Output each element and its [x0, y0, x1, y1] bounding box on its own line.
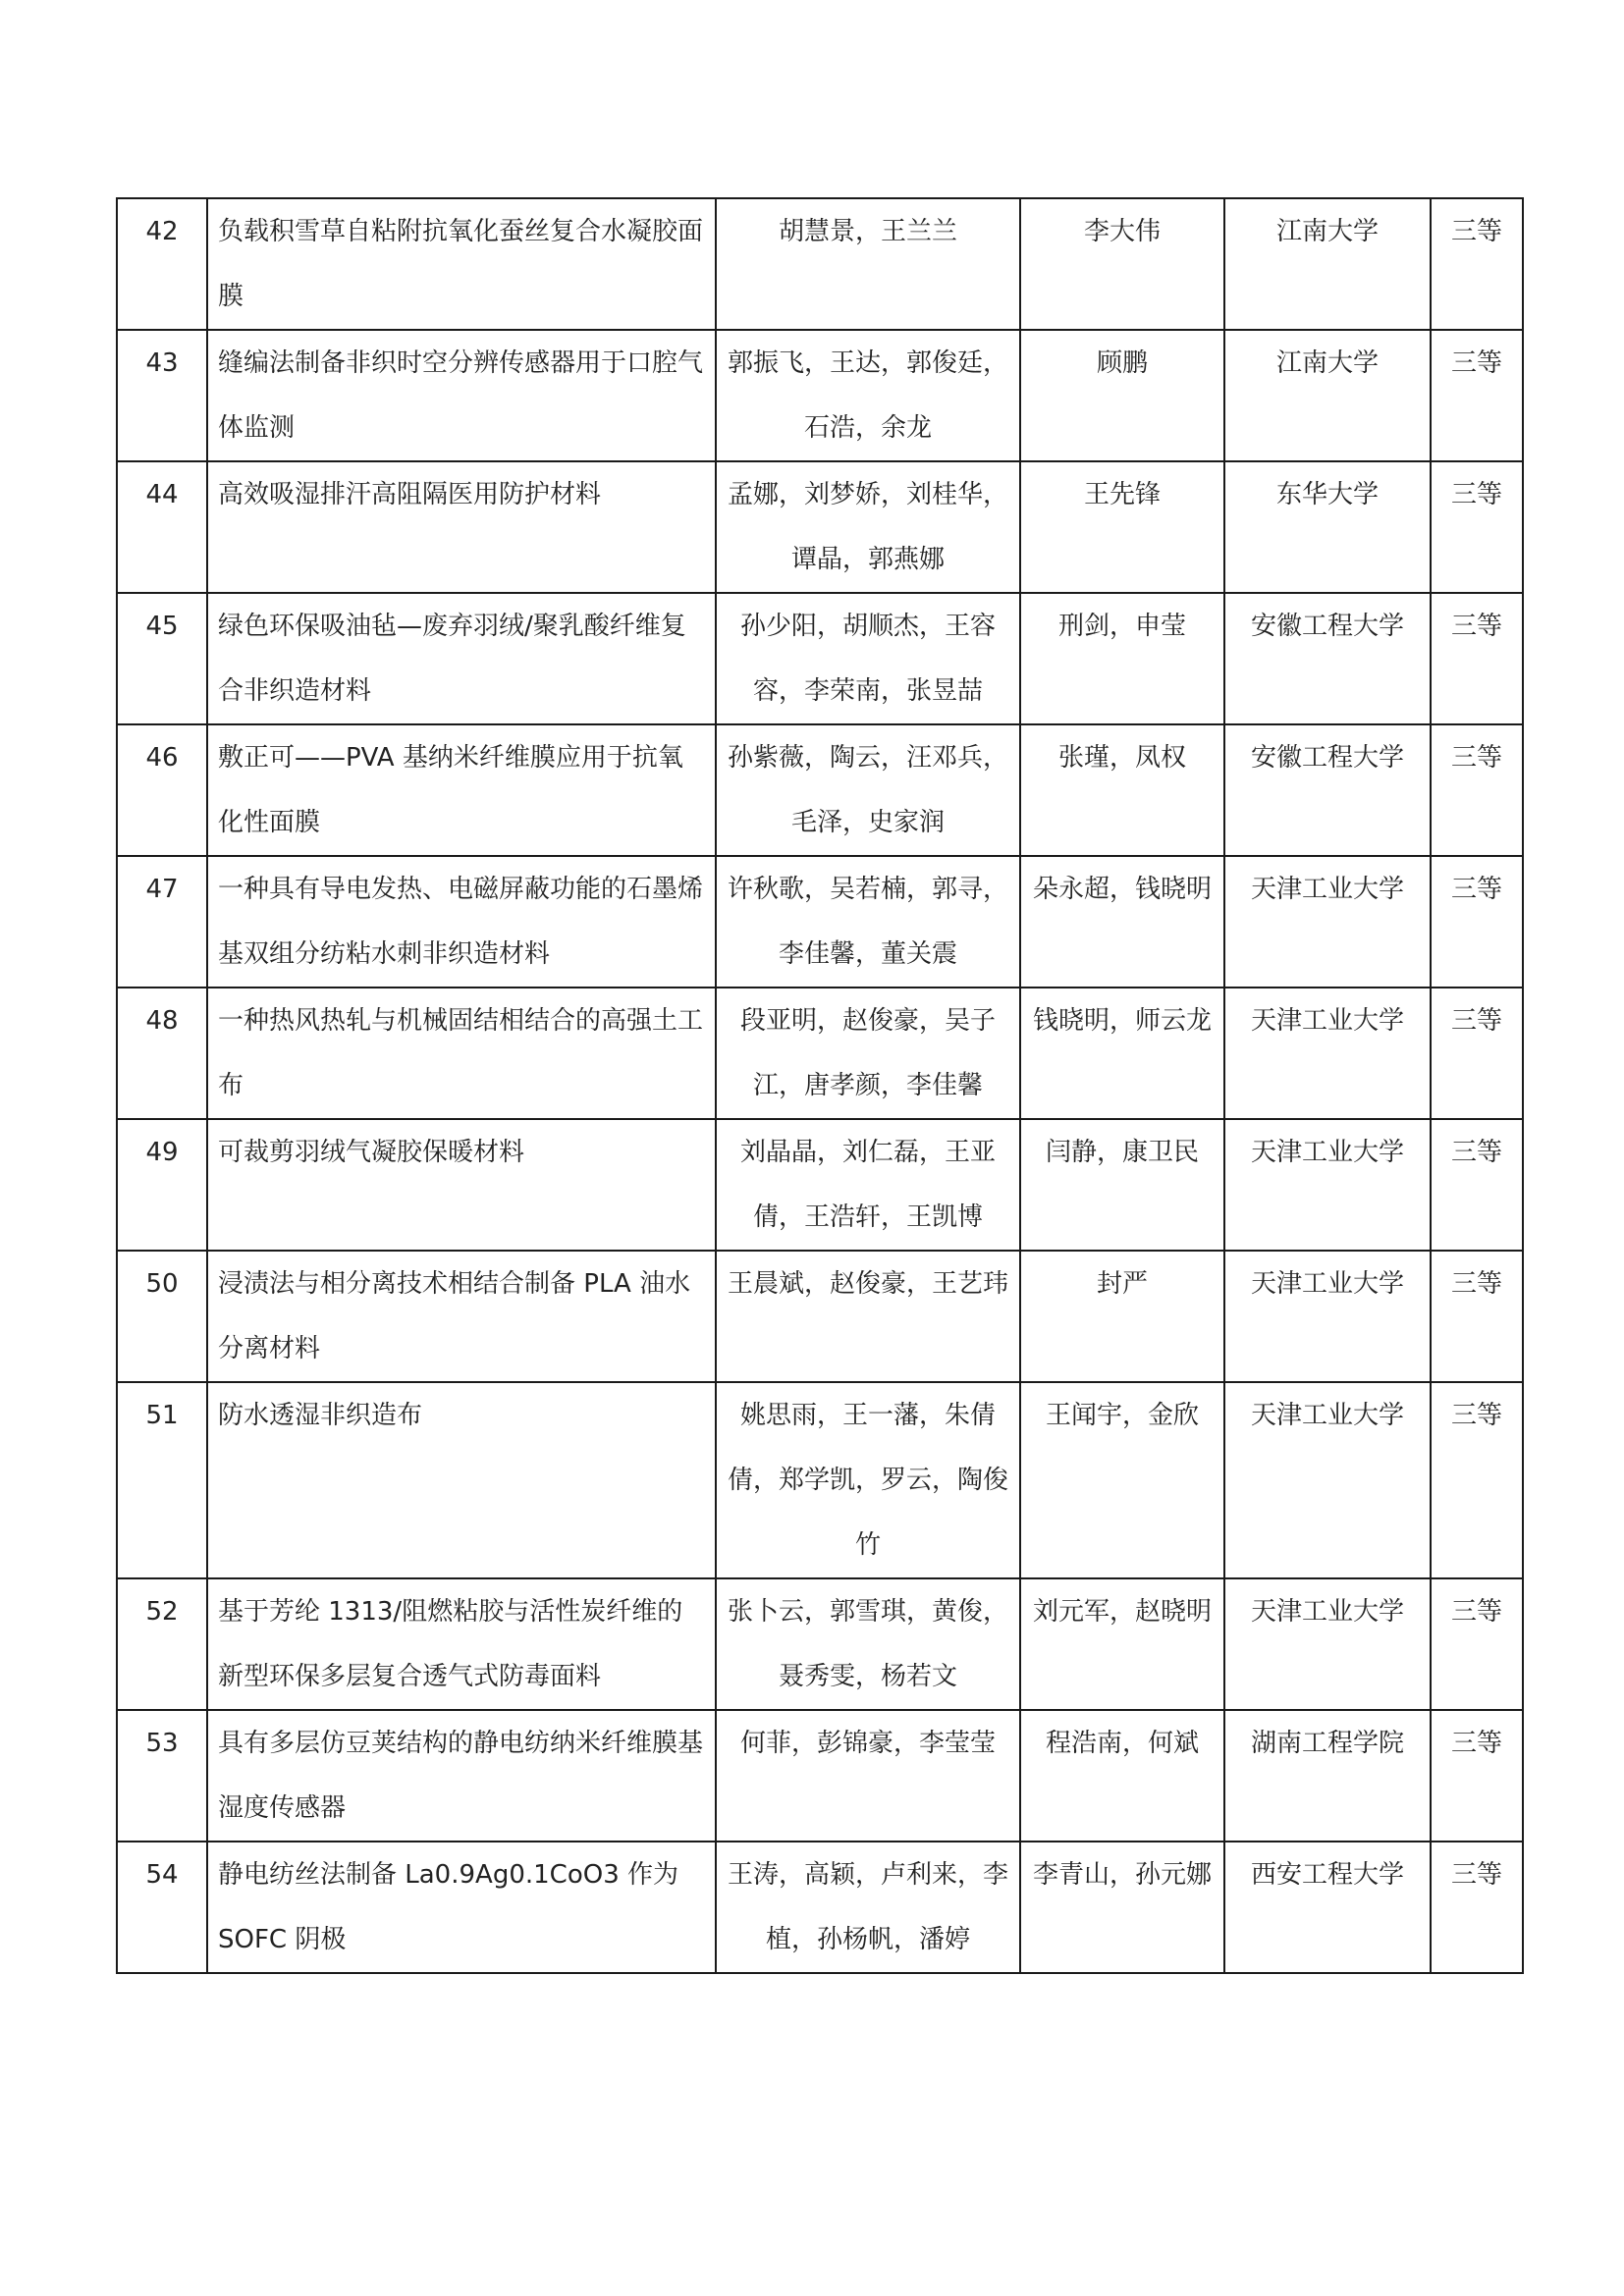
school: 天津工业大学 — [1224, 856, 1431, 988]
advisor: 张瑾，凤权 — [1020, 724, 1224, 856]
advisor: 李青山，孙元娜 — [1020, 1842, 1224, 1973]
row-number: 46 — [117, 724, 207, 856]
school: 东华大学 — [1224, 461, 1431, 593]
table-row — [117, 1842, 1523, 1973]
prize-level: 三等 — [1431, 724, 1523, 856]
project-title: 高效吸湿排汗高阻隔医用防护材料 — [207, 461, 716, 593]
prize-level: 三等 — [1431, 1842, 1523, 1973]
table-row — [117, 988, 1523, 1119]
team-members: 胡慧景，王兰兰 — [716, 198, 1020, 330]
project-title: 浸渍法与相分离技术相结合制备 PLA 油水分离材料 — [207, 1251, 716, 1382]
row-number: 48 — [117, 988, 207, 1119]
team-members: 张卜云，郭雪琪，黄俊，聂秀雯，杨若文 — [716, 1578, 1020, 1710]
school: 安徽工程大学 — [1224, 593, 1431, 724]
table-row — [117, 1382, 1523, 1578]
table-row — [117, 330, 1523, 461]
team-members: 姚思雨，王一藩，朱倩倩，郑学凯，罗云，陶俊竹 — [716, 1382, 1020, 1578]
team-members: 孟娜，刘梦娇，刘桂华，谭晶，郭燕娜 — [716, 461, 1020, 593]
project-title: 一种热风热轧与机械固结相结合的高强土工布 — [207, 988, 716, 1119]
advisor: 顾鹏 — [1020, 330, 1224, 461]
team-members: 段亚明，赵俊豪，吴子江，唐孝颜，李佳馨 — [716, 988, 1020, 1119]
project-title: 绿色环保吸油毡—废弃羽绒/聚乳酸纤维复合非织造材料 — [207, 593, 716, 724]
team-members: 许秋歌，吴若楠，郭寻，李佳馨，董关震 — [716, 856, 1020, 988]
prize-level: 三等 — [1431, 1578, 1523, 1710]
team-members: 王晨斌，赵俊豪，王艺玮 — [716, 1251, 1020, 1382]
school: 安徽工程大学 — [1224, 724, 1431, 856]
awards-table — [116, 197, 1524, 1974]
table-row — [117, 1578, 1523, 1710]
advisor: 王闻宇，金欣 — [1020, 1382, 1224, 1578]
prize-level: 三等 — [1431, 856, 1523, 988]
project-title: 一种具有导电发热、电磁屏蔽功能的石墨烯基双组分纺粘水刺非织造材料 — [207, 856, 716, 988]
team-members: 何菲，彭锦豪，李莹莹 — [716, 1710, 1020, 1842]
table-row — [117, 1119, 1523, 1251]
row-number: 44 — [117, 461, 207, 593]
advisor: 钱晓明，师云龙 — [1020, 988, 1224, 1119]
prize-level: 三等 — [1431, 461, 1523, 593]
project-title: 基于芳纶 1313/阻燃粘胶与活性炭纤维的新型环保多层复合透气式防毒面料 — [207, 1578, 716, 1710]
table-row — [117, 198, 1523, 330]
school: 湖南工程学院 — [1224, 1710, 1431, 1842]
project-title: 具有多层仿豆荚结构的静电纺纳米纤维膜基湿度传感器 — [207, 1710, 716, 1842]
advisor: 刑剑，申莹 — [1020, 593, 1224, 724]
table-row — [117, 724, 1523, 856]
project-title: 负载积雪草自粘附抗氧化蚕丝复合水凝胶面膜 — [207, 198, 716, 330]
school: 天津工业大学 — [1224, 1578, 1431, 1710]
prize-level: 三等 — [1431, 1710, 1523, 1842]
row-number: 43 — [117, 330, 207, 461]
project-title: 可裁剪羽绒气凝胶保暖材料 — [207, 1119, 716, 1251]
row-number: 42 — [117, 198, 207, 330]
school: 天津工业大学 — [1224, 1251, 1431, 1382]
advisor: 李大伟 — [1020, 198, 1224, 330]
table-row — [117, 593, 1523, 724]
school: 天津工业大学 — [1224, 1119, 1431, 1251]
row-number: 47 — [117, 856, 207, 988]
advisor: 闫静，康卫民 — [1020, 1119, 1224, 1251]
table-row — [117, 461, 1523, 593]
table-row — [117, 1251, 1523, 1382]
table-row — [117, 1710, 1523, 1842]
project-title: 缝编法制备非织时空分辨传感器用于口腔气体监测 — [207, 330, 716, 461]
row-number: 52 — [117, 1578, 207, 1710]
row-number: 49 — [117, 1119, 207, 1251]
prize-level: 三等 — [1431, 198, 1523, 330]
row-number: 53 — [117, 1710, 207, 1842]
school: 江南大学 — [1224, 198, 1431, 330]
school: 天津工业大学 — [1224, 988, 1431, 1119]
school: 西安工程大学 — [1224, 1842, 1431, 1973]
team-members: 郭振飞，王达，郭俊廷，石浩，余龙 — [716, 330, 1020, 461]
row-number: 54 — [117, 1842, 207, 1973]
advisor: 王先锋 — [1020, 461, 1224, 593]
table-row — [117, 856, 1523, 988]
school: 江南大学 — [1224, 330, 1431, 461]
prize-level: 三等 — [1431, 330, 1523, 461]
project-title: 敷正可——PVA 基纳米纤维膜应用于抗氧化性面膜 — [207, 724, 716, 856]
project-title: 静电纺丝法制备 La0.9Ag0.1CoO3 作为 SOFC 阴极 — [207, 1842, 716, 1973]
project-title: 防水透湿非织造布 — [207, 1382, 716, 1578]
advisor: 程浩南，何斌 — [1020, 1710, 1224, 1842]
row-number: 51 — [117, 1382, 207, 1578]
document-page — [116, 197, 1524, 1974]
school: 天津工业大学 — [1224, 1382, 1431, 1578]
advisor: 朵永超，钱晓明 — [1020, 856, 1224, 988]
team-members: 刘晶晶，刘仁磊，王亚倩，王浩轩，王凯博 — [716, 1119, 1020, 1251]
row-number: 45 — [117, 593, 207, 724]
team-members: 孙少阳，胡顺杰，王容容，李荣南，张昱喆 — [716, 593, 1020, 724]
advisor: 封严 — [1020, 1251, 1224, 1382]
prize-level: 三等 — [1431, 1119, 1523, 1251]
row-number: 50 — [117, 1251, 207, 1382]
prize-level: 三等 — [1431, 988, 1523, 1119]
advisor: 刘元军，赵晓明 — [1020, 1578, 1224, 1710]
prize-level: 三等 — [1431, 1382, 1523, 1578]
team-members: 孙紫薇，陶云，汪邓兵，毛泽，史家润 — [716, 724, 1020, 856]
prize-level: 三等 — [1431, 1251, 1523, 1382]
team-members: 王涛，高颖，卢利来，李植，孙杨帆，潘婷 — [716, 1842, 1020, 1973]
prize-level: 三等 — [1431, 593, 1523, 724]
